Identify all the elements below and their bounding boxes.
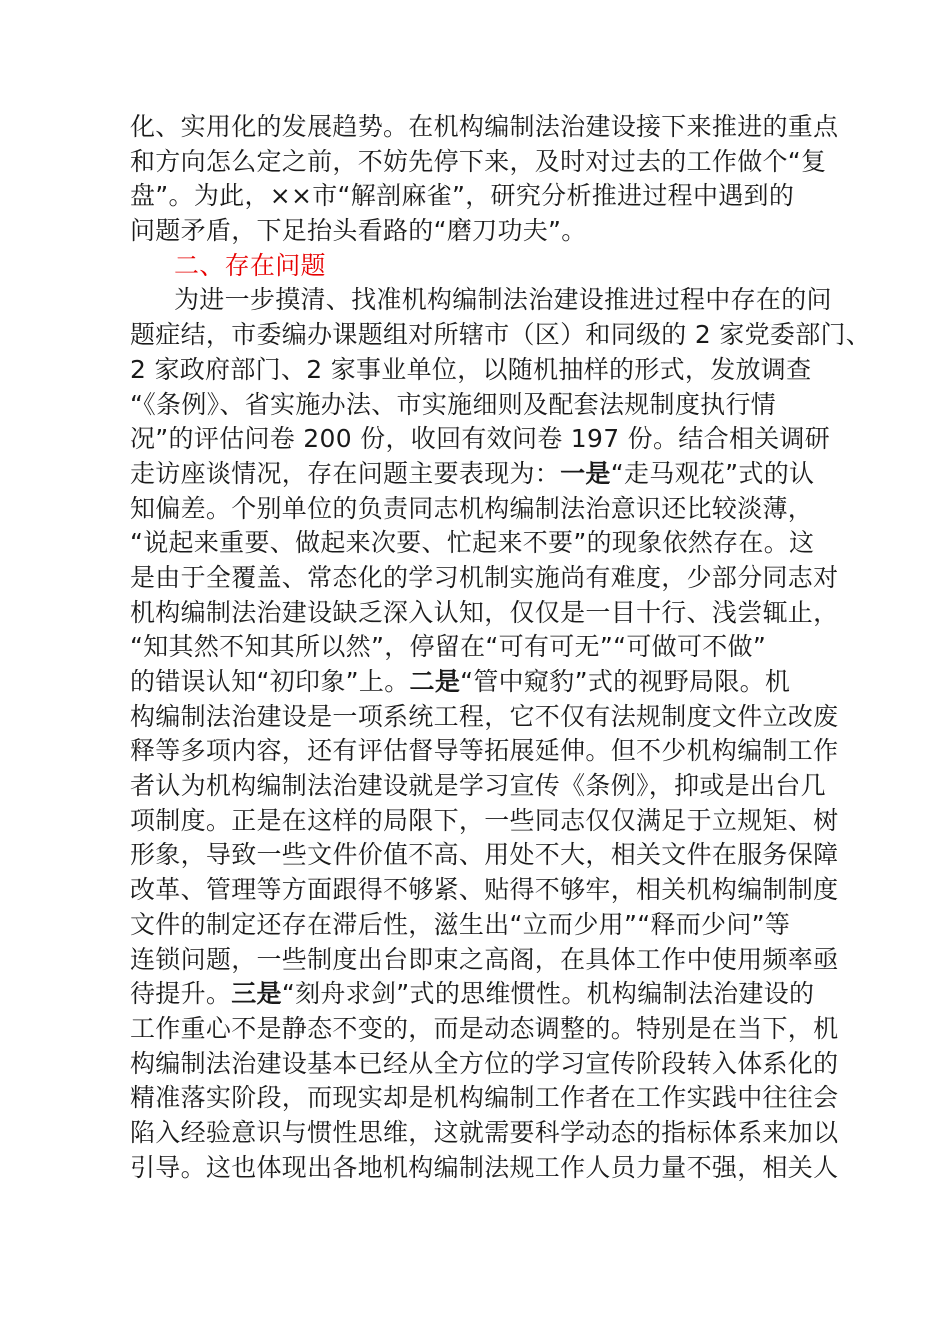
text-line: 问题矛盾，下足抬头看路的“磨刀功夫”。 (130, 216, 587, 246)
text-line: 改革、管理等方面跟得不够紧、贴得不够牢，相关机构编制制度 (130, 875, 839, 905)
text-line: 陷入经验意识与惯性思维，这就需要科学动态的指标体系来加以 (130, 1117, 839, 1147)
text-run: 的错误认知“初印象”上。 (130, 667, 410, 696)
text-line: 形象，导致一些文件价值不高、用处不大，相关文件在服务保障 (130, 840, 839, 870)
text-line: 者认为机构编制法治建设就是学习宣传《条例》，抑或是出台几 (130, 771, 826, 801)
text-line: 为进一步摸清、找准机构编制法治建设推进过程中存在的问 (174, 285, 832, 315)
text-run: 走访座谈情况，存在问题主要表现为： (130, 458, 561, 488)
text-line (130, 457, 850, 492)
text-line: “知其然不知其所以然”，停留在“可有可无”“可做可不做” (130, 632, 767, 662)
text-line: 构编制法治建设基本已经从全方位的学习宣传阶段转入体系化的 (130, 1048, 839, 1078)
text-line: 况”的评估问卷 200 份，收回有效问卷 197 份。结合相关调研 (130, 424, 831, 454)
point-two-marker: 二是 (409, 667, 461, 696)
document-body (130, 110, 872, 1185)
text-run: “走马观花”式的认 (610, 458, 815, 488)
text-line: 释等多项内容，还有评估督导等拓展延伸。但不少机构编制工作 (130, 736, 839, 766)
text-run: “刻舟求剑”式的思维惯性。机构编制法治建设的 (281, 979, 815, 1009)
point-three-marker: 三是 (231, 979, 282, 1009)
text-line: 机构编制法治建设缺乏深入认知，仅仅是一目十行、浅尝辄止， (130, 597, 839, 627)
text-line: “《条例》、省实施办法、市实施细则及配套法规制度执行情 (130, 389, 777, 419)
text-line: 工作重心不是静态不变的，而是动态调整的。特别是在当下，机 (130, 1013, 839, 1043)
text-line: 精准落实阶段，而现实却是机构编制工作者在工作实践中往往会 (130, 1083, 839, 1113)
text-line (130, 665, 850, 700)
text-line: 盘”。为此，××市“解剖麻雀”，研究分析推进过程中遇到的 (130, 181, 795, 211)
text-run: “管中窥豹”式的视野局限。机 (460, 667, 791, 696)
text-line: 文件的制定还存在滞后性，滋生出“立而少用”“释而少问”等 (130, 909, 791, 939)
text-run: 待提升。 (130, 979, 232, 1009)
text-line: 连锁问题，一些制度出台即束之高阁，在具体工作中使用频率亟 (130, 944, 839, 974)
text-line: 题症结，市委编办课题组对所辖市（区）和同级的 2 家党委部门、 (130, 320, 872, 350)
text-line: 2 家政府部门、2 家事业单位，以随机抽样的形式，发放调查 (130, 354, 812, 384)
text-line: 构编制法治建设是一项系统工程，它不仅有法规制度文件立改废 (130, 701, 839, 731)
text-line: 和方向怎么定之前，不妨先停下来，及时对过去的工作做个“复 (130, 146, 827, 176)
text-line: “说起来重要、做起来次要、忙起来不要”的现象依然存在。这 (130, 528, 815, 558)
section-heading: 二、存在问题 (174, 250, 326, 280)
text-line: 项制度。正是在这样的局限下，一些同志仅仅满足于立规矩、树 (130, 805, 839, 835)
text-line: 引导。这也体现出各地机构编制法规工作人员力量不强，相关人 (130, 1152, 839, 1182)
text-line: 化、实用化的发展趋势。在机构编制法治建设接下来推进的重点 (130, 112, 839, 141)
text-line (130, 977, 850, 1012)
text-line: 是由于全覆盖、常态化的学习机制实施尚有难度，少部分同志对 (130, 562, 839, 592)
point-one-marker: 一是 (560, 458, 611, 488)
text-line: 知偏差。个别单位的负责同志机构编制法治意识还比较淡薄， (130, 493, 814, 523)
